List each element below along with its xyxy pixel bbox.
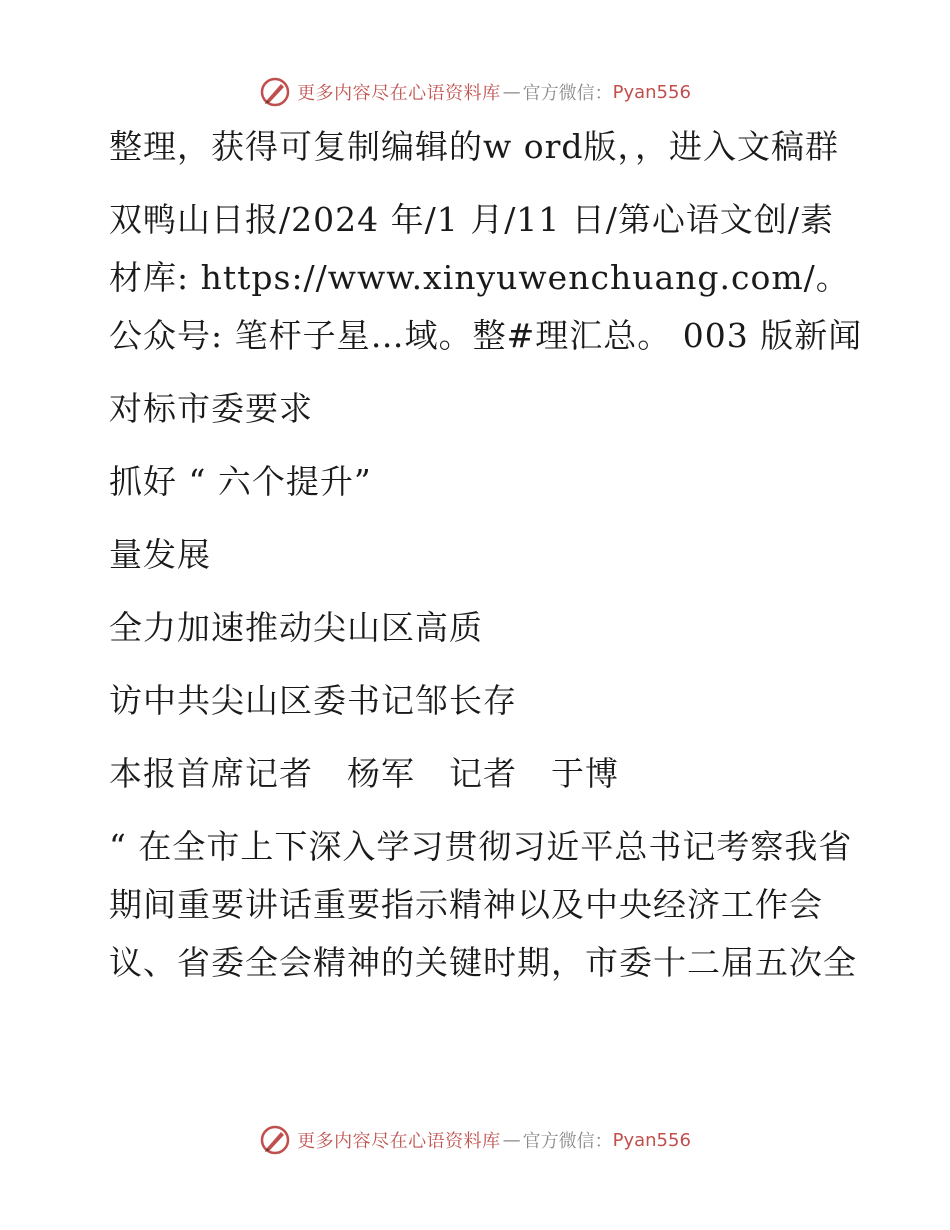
headline-line-2: 抓好 “ 六个提升” [109, 462, 372, 501]
subheadline: 访中共尖山区委书记邹长存 [109, 681, 517, 720]
watermark-separator: — [502, 81, 521, 103]
header-watermark [0, 72, 950, 112]
quill-pen-logo-icon [259, 76, 291, 108]
watermark-wechat-label: 官方微信： [522, 1131, 613, 1152]
paragraph-intro: 整理，获得可复制编辑的w ord版，，进入文稿群 [109, 127, 840, 166]
byline: 本报首席记者 杨军 记者 于博 [109, 754, 619, 793]
headline-line-4: 全力加速推动尖山区高质 [109, 608, 483, 647]
watermark-main-text: 更多内容尽在心语资料库 [297, 1131, 501, 1152]
watermark-wechat-label: 官方微信： [522, 83, 613, 104]
footer-watermark [0, 1120, 950, 1160]
watermark-wechat-id: Pyan556 [612, 1129, 691, 1151]
watermark-separator: — [502, 1129, 521, 1151]
headline-line-3: 量发展 [109, 535, 211, 574]
watermark-wechat-id: Pyan556 [612, 81, 691, 103]
watermark-main-text: 更多内容尽在心语资料库 [297, 83, 501, 104]
document-body [97, 118, 867, 1007]
quill-pen-logo-icon [259, 1124, 291, 1156]
body-paragraph: “ 在全市上下深入学习贯彻习近平总书记考察我省期间重要讲话重要指示精神以及中央经济工作会议、省委全会精神的关键时期，市委十二届五次全 [109, 827, 857, 982]
paragraph-source-info: 双鸭山日报/2024 年/1 月/11 日/第心语文创/素材库: https://www.xinyuwenchuang.com/。公众号: 笔杆子星…域。整#理汇总。 003 版新闻 [109, 200, 863, 355]
headline-line-1: 对标市委要求 [109, 389, 313, 428]
